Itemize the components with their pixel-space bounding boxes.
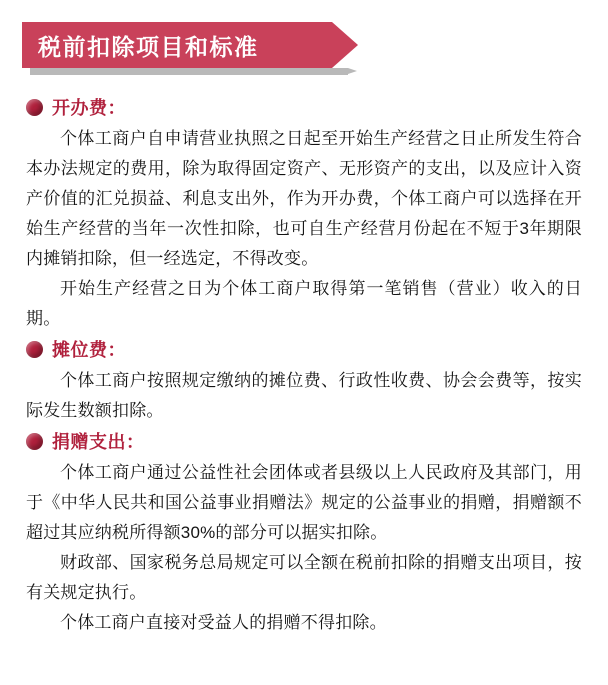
page-title: 税前扣除项目和标准 — [38, 33, 259, 60]
banner-arrow-tip — [332, 22, 358, 68]
section-body — [26, 124, 582, 334]
section-heading — [26, 336, 582, 364]
banner-shadow-tip — [348, 68, 357, 74]
section-heading — [26, 428, 582, 456]
bullet-icon — [26, 99, 43, 116]
section-heading — [26, 94, 582, 122]
section-donation-expense — [26, 428, 582, 638]
section-body — [26, 458, 582, 638]
bullet-icon — [26, 433, 43, 450]
document-content — [26, 94, 582, 638]
section-start-up-cost — [26, 94, 582, 334]
document-page — [0, 22, 608, 685]
banner-shadow — [30, 68, 348, 75]
paragraph: 个体工商户按照规定缴纳的摊位费、行政性收费、协会会费等，按实际发生数额扣除。 — [26, 371, 582, 420]
paragraph: 个体工商户自申请营业执照之日起至开始生产经营之日止所发生符合本办法规定的费用，除为取得固定资产、无形资产的支出，以及应计入资产价值的汇兑损益、利息支出外，作为开办费，个体工商户可以选择在开始生产经营的当年一次性扣除，也可自生产经营月份起在不短于3年期限内摊销扣除，但一经选定，不得改变。 — [26, 129, 582, 268]
title-banner — [22, 22, 362, 68]
section-stall-fee — [26, 336, 582, 426]
section-title: 摊位费： — [52, 340, 126, 360]
section-title: 开办费： — [52, 98, 126, 118]
section-body — [26, 366, 582, 426]
paragraph: 开始生产经营之日为个体工商户取得第一笔销售（营业）收入的日期。 — [26, 279, 582, 328]
paragraph: 财政部、国家税务总局规定可以全额在税前扣除的捐赠支出项目，按有关规定执行。 — [26, 553, 582, 602]
bullet-icon — [26, 341, 43, 358]
paragraph: 个体工商户直接对受益人的捐赠不得扣除。 — [60, 613, 387, 632]
paragraph: 个体工商户通过公益性社会团体或者县级以上人民政府及其部门，用于《中华人民共和国公益事业捐赠法》规定的公益事业的捐赠，捐赠额不超过其应纳税所得额30%的部分可以据实扣除。 — [26, 463, 582, 542]
banner-body — [22, 22, 332, 68]
section-title: 捐赠支出： — [52, 432, 145, 452]
